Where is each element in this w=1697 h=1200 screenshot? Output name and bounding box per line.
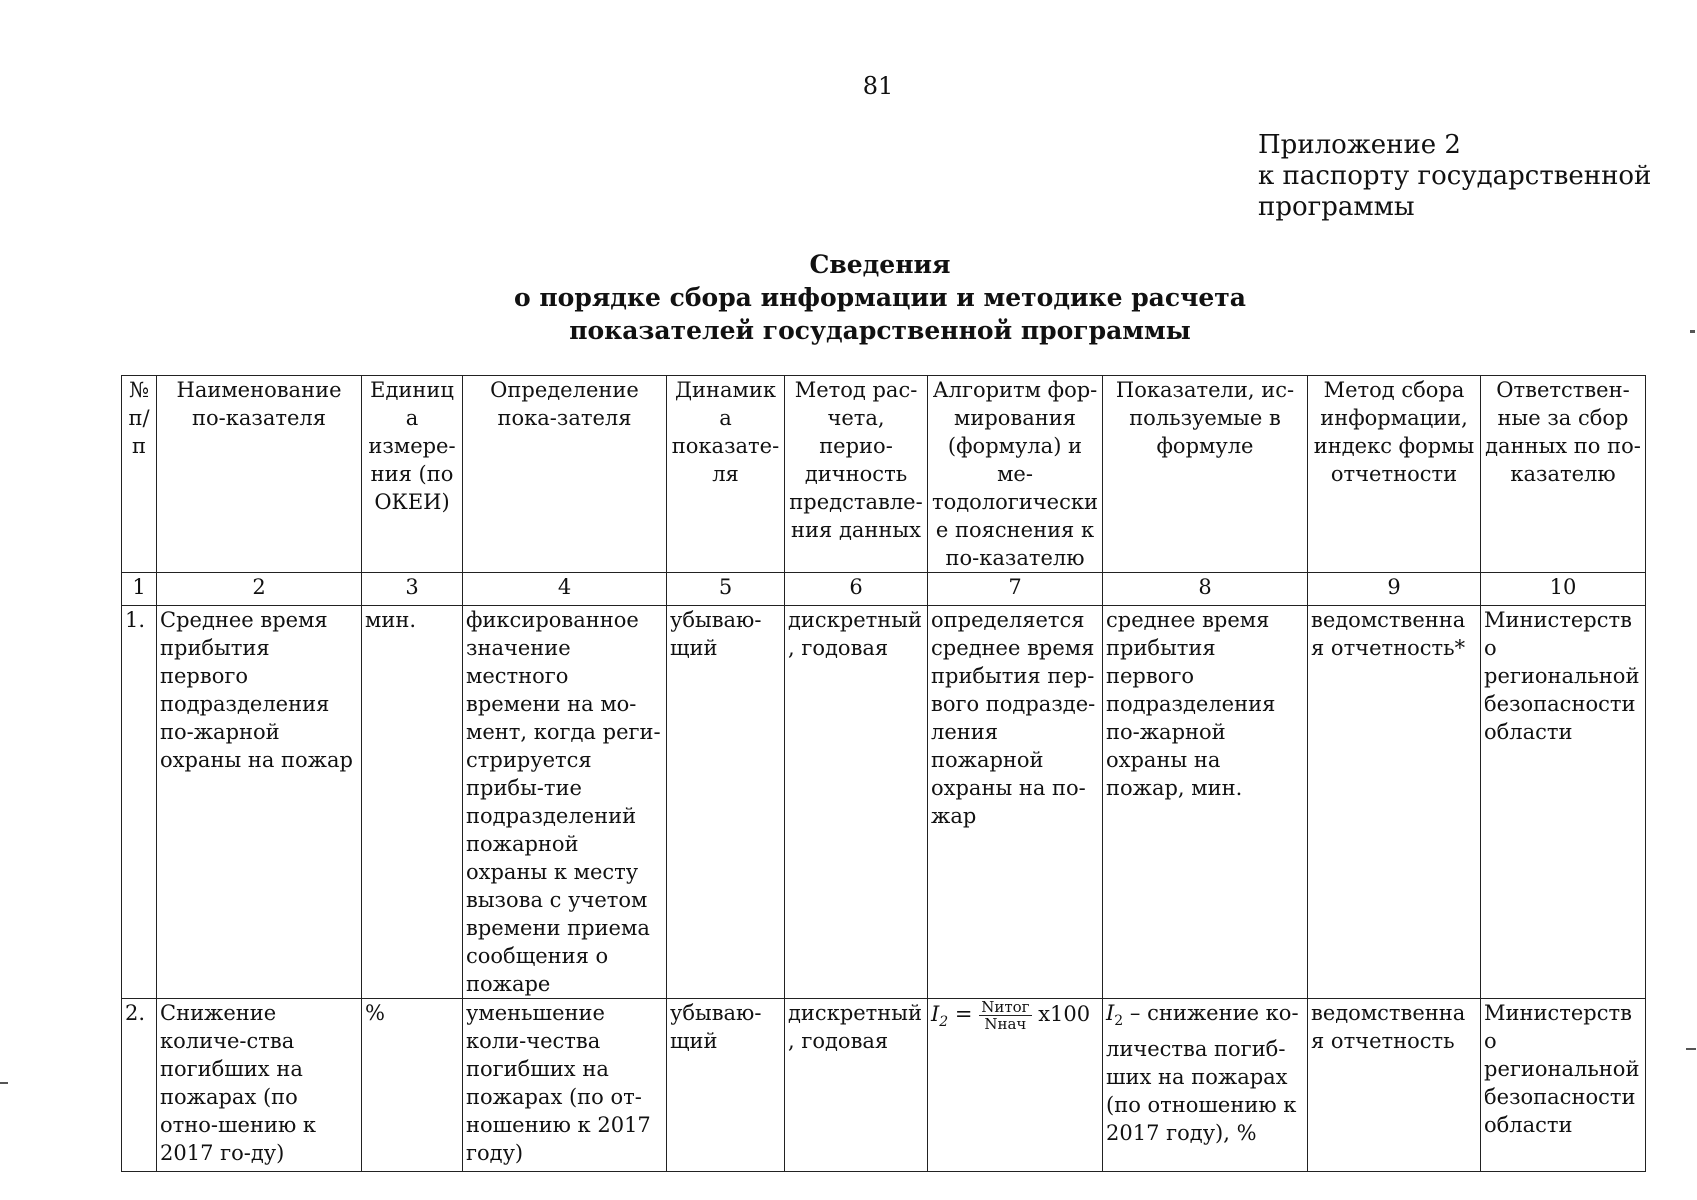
algorithm: определяется среднее время прибытия пер-вого подразде-ления пожарной охраны на по-жар	[928, 606, 1103, 999]
indicator-name: Среднее время прибытия первого подразделения по-жарной охраны на пожар	[157, 606, 362, 999]
appendix-line-3: программы	[1258, 192, 1415, 222]
responsible: Министерство региональной безопасности области	[1481, 606, 1646, 999]
title-line-3: показателей государственной программы	[569, 316, 1191, 345]
appendix-line-2: к паспорту государственной	[1258, 161, 1652, 191]
table-row	[122, 999, 1646, 1172]
responsible: Министерство региональной безопасности области	[1481, 999, 1646, 1172]
column-number: 1	[122, 573, 157, 606]
unit: мин.	[362, 606, 463, 999]
header-cell: Метод сбора информации, индекс формы отчетности	[1308, 376, 1481, 573]
document-title	[480, 248, 1280, 347]
column-number: 10	[1481, 573, 1646, 606]
formula-denominator: Nнач	[984, 1015, 1027, 1033]
column-number: 9	[1308, 573, 1481, 606]
algorithm-formula	[928, 999, 1103, 1172]
header-cell: Метод рас-чета, перио-дичность представле-ния данных	[785, 376, 928, 573]
scan-mark	[1686, 1048, 1696, 1050]
title-line-1: Сведения	[809, 250, 951, 279]
dynamics: убываю-щий	[667, 606, 785, 999]
header-cell: Единица измере-ния (по ОКЕИ)	[362, 376, 463, 573]
header-cell: Алгоритм фор-мирования (формула) и ме-тодологические пояснения к по-казателю	[928, 376, 1103, 573]
formula-fraction	[979, 999, 1031, 1032]
formula-indicators	[1103, 999, 1308, 1172]
row-number: 1.	[122, 606, 157, 999]
formula-numerator: Nитог	[981, 998, 1030, 1016]
scan-mark	[1690, 330, 1695, 333]
header-cell: Определение пока-зателя	[463, 376, 667, 573]
indicator-name: Снижение количе-ства погибших на пожарах (по отно-шению к 2017 го-ду)	[157, 999, 362, 1172]
indicator-variable: I	[1106, 1001, 1115, 1025]
column-number: 4	[463, 573, 667, 606]
column-number: 6	[785, 573, 928, 606]
indicators-table	[121, 375, 1646, 1172]
column-number: 8	[1103, 573, 1308, 606]
page-number: 81	[862, 72, 894, 100]
header-cell: Показатели, ис-пользуемые в формуле	[1103, 376, 1308, 573]
definition: уменьшение коли-чества погибших на пожарах (по от-ношению к 2017 году)	[463, 999, 667, 1172]
column-number: 7	[928, 573, 1103, 606]
table-header-row	[122, 376, 1646, 573]
header-cell: № п/ п	[122, 376, 157, 573]
header-cell: Динамика показате-ля	[667, 376, 785, 573]
calculation-method: дискретный, годовая	[785, 606, 928, 999]
appendix-line-1: Приложение 2	[1258, 130, 1461, 160]
indicator-text: – снижение ко-личества погиб-ших на пожарах (по отношению к 2017 году), %	[1106, 1001, 1299, 1146]
formula-variable: I	[931, 1002, 940, 1026]
indicator-subscript: 2	[1114, 1013, 1124, 1030]
collection-method: ведомственная отчетность*	[1308, 606, 1481, 999]
header-cell: Ответствен-ные за сбор данных по по-казателю	[1481, 376, 1646, 573]
scan-mark	[0, 1082, 8, 1084]
formula-indicators: среднее время прибытия первого подразделения по-жарной охраны на пожар, мин.	[1103, 606, 1308, 999]
formula-multiplier: x100	[1038, 1002, 1091, 1026]
dynamics: убываю-щий	[667, 999, 785, 1172]
column-number-row	[122, 573, 1646, 606]
row-number: 2.	[122, 999, 157, 1172]
column-number: 3	[362, 573, 463, 606]
definition: фиксированное значение местного времени на мо-мент, когда реги-стрируется прибы-тие подразделений пожарной охраны к месту вызова с учетом времени приема сообщения о пожаре	[463, 606, 667, 999]
header-cell: Наименование по-казателя	[157, 376, 362, 573]
table-row	[122, 606, 1646, 999]
column-number: 2	[157, 573, 362, 606]
title-line-2: о порядке сбора информации и методике расчета	[514, 283, 1246, 312]
unit: %	[362, 999, 463, 1172]
formula-subscript: 2	[939, 1014, 949, 1031]
formula-equals: =	[954, 1002, 973, 1026]
calculation-method: дискретный, годовая	[785, 999, 928, 1172]
column-number: 5	[667, 573, 785, 606]
collection-method: ведомственная отчетность	[1308, 999, 1481, 1172]
formula	[931, 998, 1091, 1033]
appendix-note	[1258, 130, 1651, 223]
